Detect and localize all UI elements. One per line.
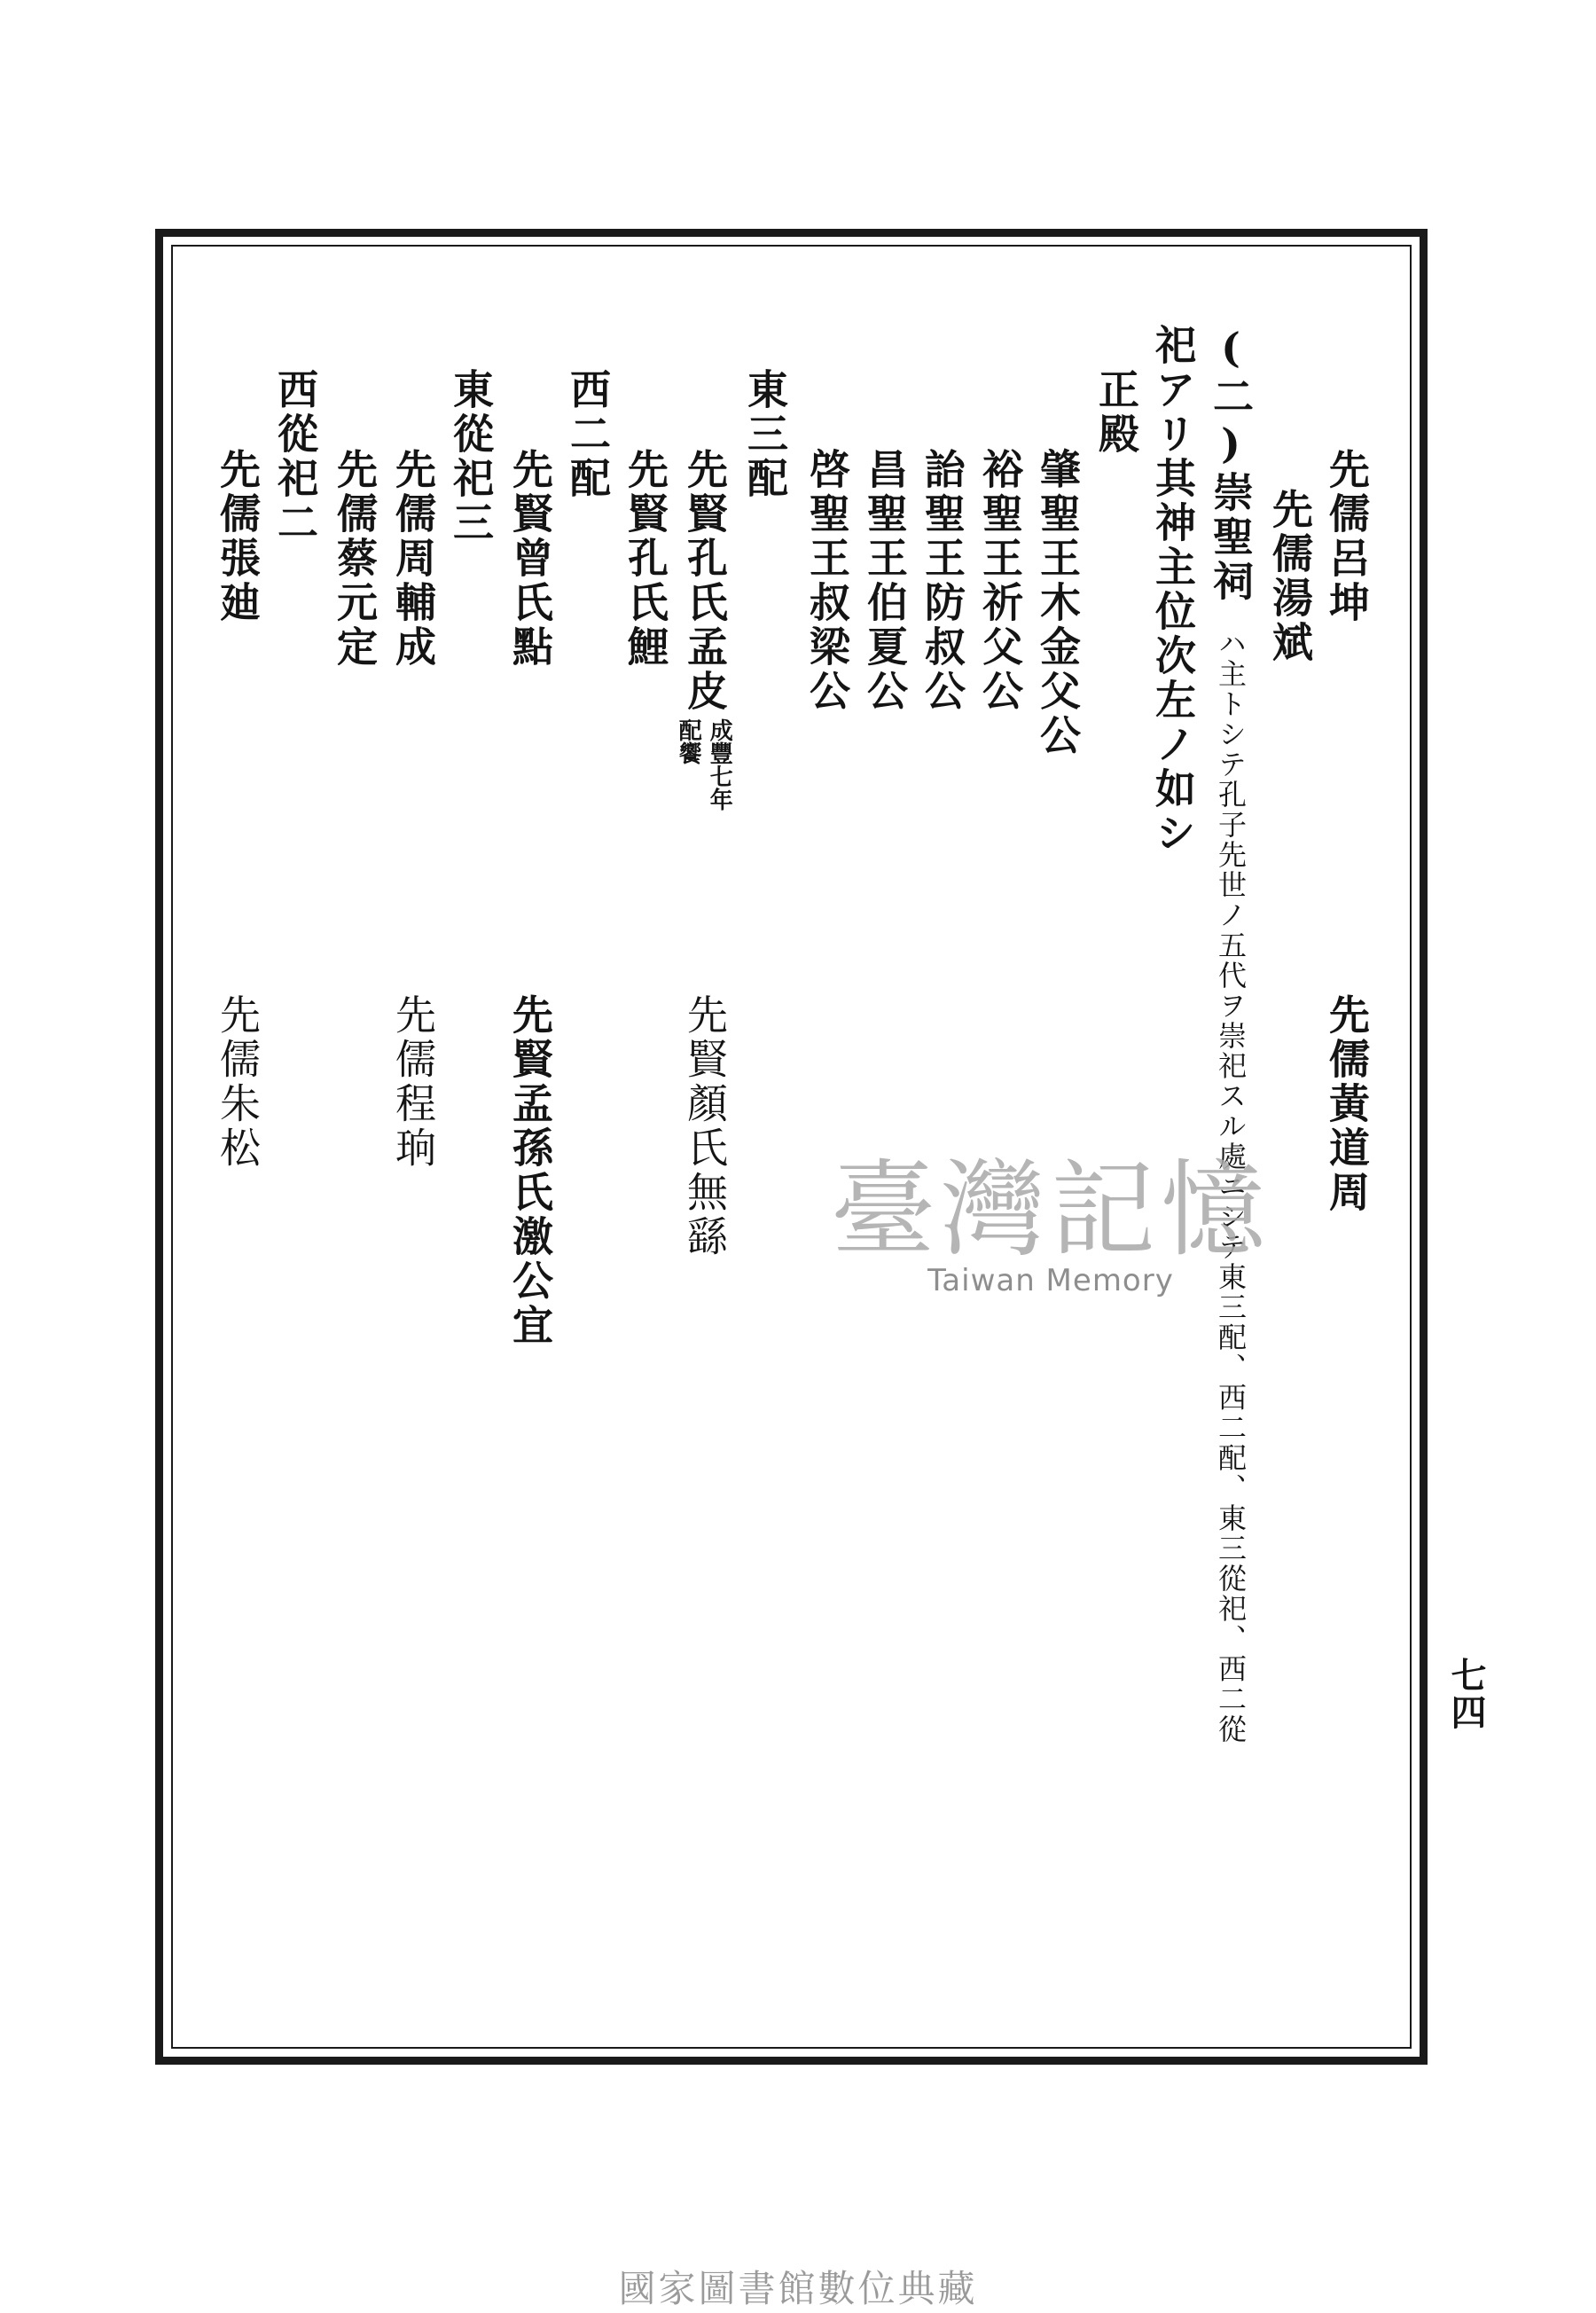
text-column-5 <box>1149 324 1197 856</box>
text-column-1: 先儒呂坤 <box>1323 448 1371 625</box>
watermark <box>802 1149 1299 1330</box>
section-heading-chongsheng: (二)崇聖祠 <box>1207 324 1255 604</box>
heading-main-hall: 正殿 <box>1092 368 1140 457</box>
text-column-11: 啓聖王叔梁公 <box>803 448 851 714</box>
watermark-subtitle: Taiwan Memory <box>927 1262 1174 1298</box>
heading-west-two: 西二配 <box>564 368 612 501</box>
page-number: 七四 <box>1445 1657 1487 1731</box>
text-column-21: 先儒程珦 <box>389 993 437 1171</box>
text-column-14: 先賢顏氏無繇 <box>681 993 729 1259</box>
heading-east-three: 東三配 <box>741 368 789 501</box>
text-column-9: 詒聖王防叔公 <box>919 448 966 714</box>
section-description: ハ主トシテ孔子先世ノ五代ヲ崇祀スル處ニシテ東三配、西二配、東三從祀、西二從 <box>1214 629 1248 1745</box>
text-column-20: 先儒周輔成 <box>389 448 437 670</box>
text-column-3: 先儒湯斌 <box>1266 488 1314 665</box>
text-column-5-text: 祀アリ其神主位次左ノ如シ <box>1149 324 1197 856</box>
text-column-15: 先賢孔氏鯉 <box>622 448 669 670</box>
text-column-10: 昌聖王伯夏公 <box>861 448 909 714</box>
watermark-title: 臺灣記憶 <box>830 1149 1271 1271</box>
text-column-2: 先儒黃道周 <box>1323 993 1371 1215</box>
text-column-8: 裕聖王祈父公 <box>976 448 1024 714</box>
text-column-18: 先賢孟孫氏激公宜 <box>506 993 554 1348</box>
text-column-22: 先儒蔡元定 <box>331 448 379 670</box>
text-column-17: 先賢曾氏點 <box>506 448 554 670</box>
heading-east-cong: 東從祀三 <box>447 368 495 545</box>
text-column-13: 先賢孔氏孟皮 <box>681 448 729 714</box>
text-column-7: 肇聖王木金父公 <box>1034 448 1082 758</box>
text-column-4 <box>1207 324 1255 1745</box>
annotation-note-a: 成豐七年 <box>706 718 733 811</box>
text-column-24: 先儒張廸 <box>214 448 262 625</box>
heading-west-cong: 西從祀二 <box>271 368 319 545</box>
annotation-note-b: 配饗 <box>675 718 702 764</box>
footer-credit: 國家圖書館數位典藏 <box>618 2267 978 2310</box>
text-column-25: 先儒朱松 <box>214 993 262 1171</box>
